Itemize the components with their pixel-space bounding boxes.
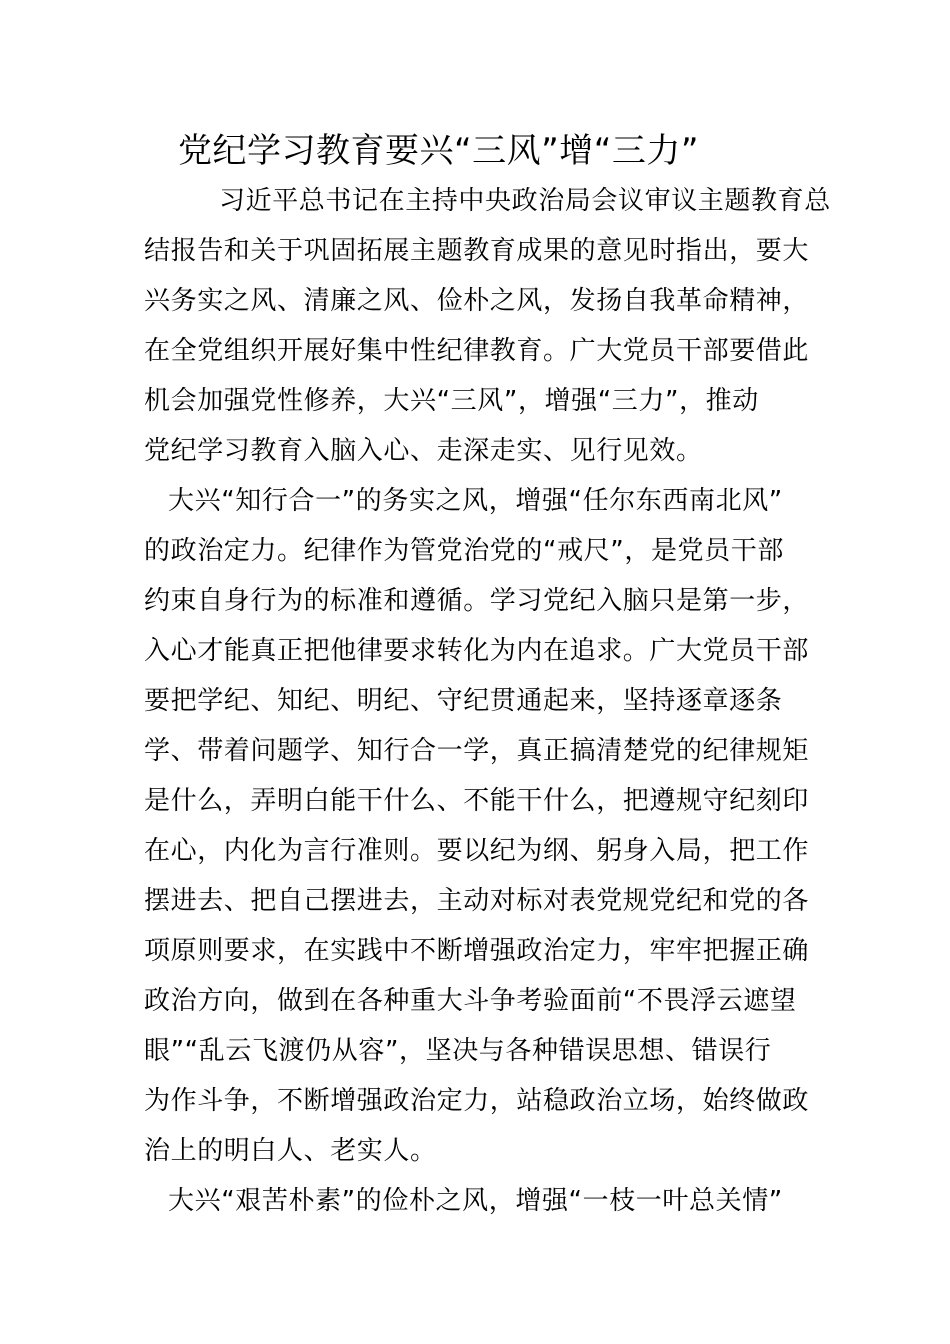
text-line: 党纪学习教育入脑入心、走深走实、见行见效。	[144, 436, 703, 466]
text-line: 要把学纪、知纪、明纪、守纪贯通起来，坚持逐章逐条	[144, 686, 783, 716]
text-line: 约束自身行为的标准和遵循。学习党纪入脑只是第一步，	[144, 586, 810, 616]
document-title: 党纪学习教育要兴“三风”增“三力”	[178, 131, 699, 171]
text-line: 眼”“乱云飞渡仍从容”，坚决与各种错误思想、错误行	[144, 1036, 772, 1066]
text-line: 大兴“艰苦朴素”的俭朴之风，增强“一枝一叶总关情”	[168, 1186, 783, 1216]
text-line: 摆进去、把自己摆进去，主动对标对表党规党纪和党的各	[144, 886, 810, 916]
text-line: 政治方向，做到在各种重大斗争考验面前“不畏浮云遮望	[144, 986, 797, 1016]
text-line: 为作斗争，不断增强政治定力，站稳政治立场，始终做政	[144, 1086, 810, 1116]
text-line: 项原则要求，在实践中不断增强政治定力，牢牢把握正确	[144, 936, 810, 966]
text-line: 是什么，弄明白能干什么、不能干什么，把遵规守纪刻印	[144, 786, 810, 816]
text-line: 治上的明白人、老实人。	[144, 1136, 437, 1166]
text-line: 的政治定力。纪律作为管党治党的“戒尺”，是党员干部	[144, 536, 784, 566]
text-line: 结报告和关于巩固拓展主题教育成果的意见时指出，要大	[144, 236, 810, 266]
text-line: 在全党组织开展好集中性纪律教育。广大党员干部要借此	[144, 336, 810, 366]
text-line: 学、带着问题学、知行合一学，真正搞清楚党的纪律规矩	[144, 736, 810, 766]
text-line: 入心才能真正把他律要求转化为内在追求。广大党员干部	[144, 636, 810, 666]
text-line: 机会加强党性修养，大兴“三风”，增强“三力”，推动	[144, 386, 759, 416]
text-line: 习近平总书记在主持中央政治局会议审议主题教育总	[219, 186, 831, 216]
text-line: 大兴“知行合一”的务实之风，增强“任尔东西南北风”	[168, 486, 783, 516]
text-line: 兴务实之风、清廉之风、俭朴之风，发扬自我革命精神，	[144, 286, 810, 316]
text-line: 在心，内化为言行准则。要以纪为纲、躬身入局，把工作	[144, 836, 810, 866]
